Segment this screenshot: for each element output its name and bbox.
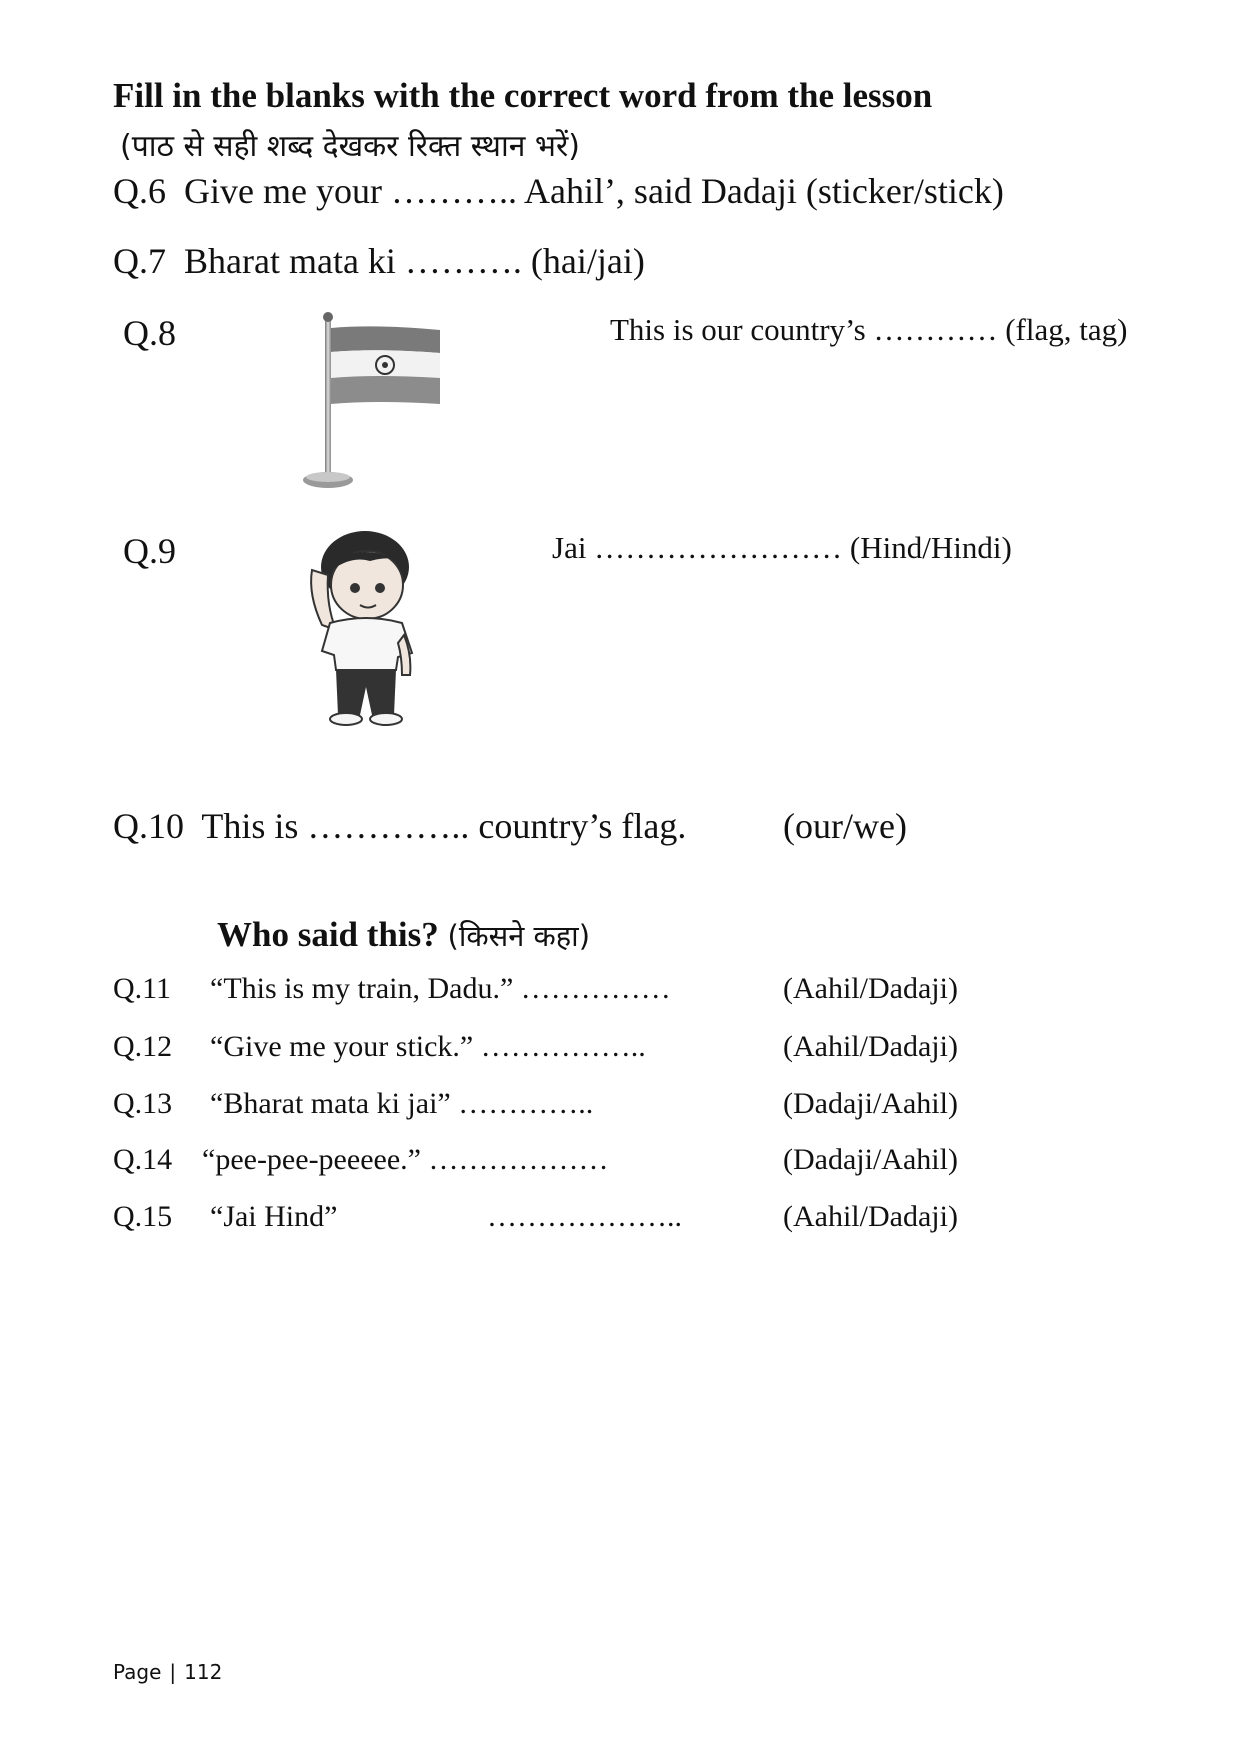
flag-icon xyxy=(295,308,455,490)
question-11-options: (Aahil/Dadaji) xyxy=(783,972,958,1005)
question-15-options: (Aahil/Dadaji) xyxy=(783,1200,958,1233)
saluting-boy-icon xyxy=(300,525,430,730)
page-heading: Fill in the blanks with the correct word from the lesson xyxy=(113,76,933,115)
question-9-text: Jai …………………… (Hind/Hindi) xyxy=(552,530,1012,565)
who-said-heading xyxy=(217,915,590,955)
question-12-options: (Aahil/Dadaji) xyxy=(783,1030,958,1063)
question-number: Q.7 xyxy=(113,241,166,281)
question-11-quote: “This is my train, Dadu.” …………… xyxy=(210,972,671,1005)
question-8-number: Q.8 xyxy=(123,313,176,353)
page-label: Page xyxy=(113,1660,162,1684)
page-footer xyxy=(113,1660,222,1684)
question-10-options: (our/we) xyxy=(783,806,907,846)
question-8-text: This is our country’s ………… (flag, tag) xyxy=(610,312,1128,347)
question-text: Bharat mata ki ………. (hai/jai) xyxy=(184,241,645,281)
question-14-quote: “pee-pee-peeeee.” ……………… xyxy=(202,1143,609,1176)
question-15-quote: “Jai Hind” xyxy=(210,1200,338,1233)
question-9-number: Q.9 xyxy=(123,531,176,571)
question-text: Give me your ……….. Aahil’, said Dadaji (sticker/stick) xyxy=(184,171,1004,211)
question-13-number: Q.13 xyxy=(113,1087,173,1120)
page-subheading-hindi: (पाठ से सही शब्द देखकर रिक्त स्थान भरें) xyxy=(120,129,581,164)
question-11-number: Q.11 xyxy=(113,972,172,1005)
question-6 xyxy=(113,170,1004,212)
question-number: Q.6 xyxy=(113,171,166,211)
question-13-options: (Dadaji/Aahil) xyxy=(783,1087,958,1120)
question-7 xyxy=(113,240,645,282)
question-10 xyxy=(113,805,686,847)
question-14-number: Q.14 xyxy=(113,1143,173,1176)
question-15-number: Q.15 xyxy=(113,1200,173,1233)
footer-separator: | xyxy=(169,1660,177,1684)
page-number: 112 xyxy=(184,1660,223,1684)
question-15-blank: ……………….. xyxy=(487,1200,682,1233)
question-13-quote: “Bharat mata ki jai” ………….. xyxy=(210,1087,594,1120)
question-14-options: (Dadaji/Aahil) xyxy=(783,1143,958,1176)
question-12-quote: “Give me your stick.” …………….. xyxy=(210,1030,646,1063)
question-number: Q.10 xyxy=(113,806,184,846)
who-said-title: Who said this? xyxy=(217,915,439,954)
who-said-title-hindi: (किसने कहा) xyxy=(447,919,591,953)
question-text: This is ………….. country’s flag. xyxy=(201,806,687,846)
question-12-number: Q.12 xyxy=(113,1030,173,1063)
